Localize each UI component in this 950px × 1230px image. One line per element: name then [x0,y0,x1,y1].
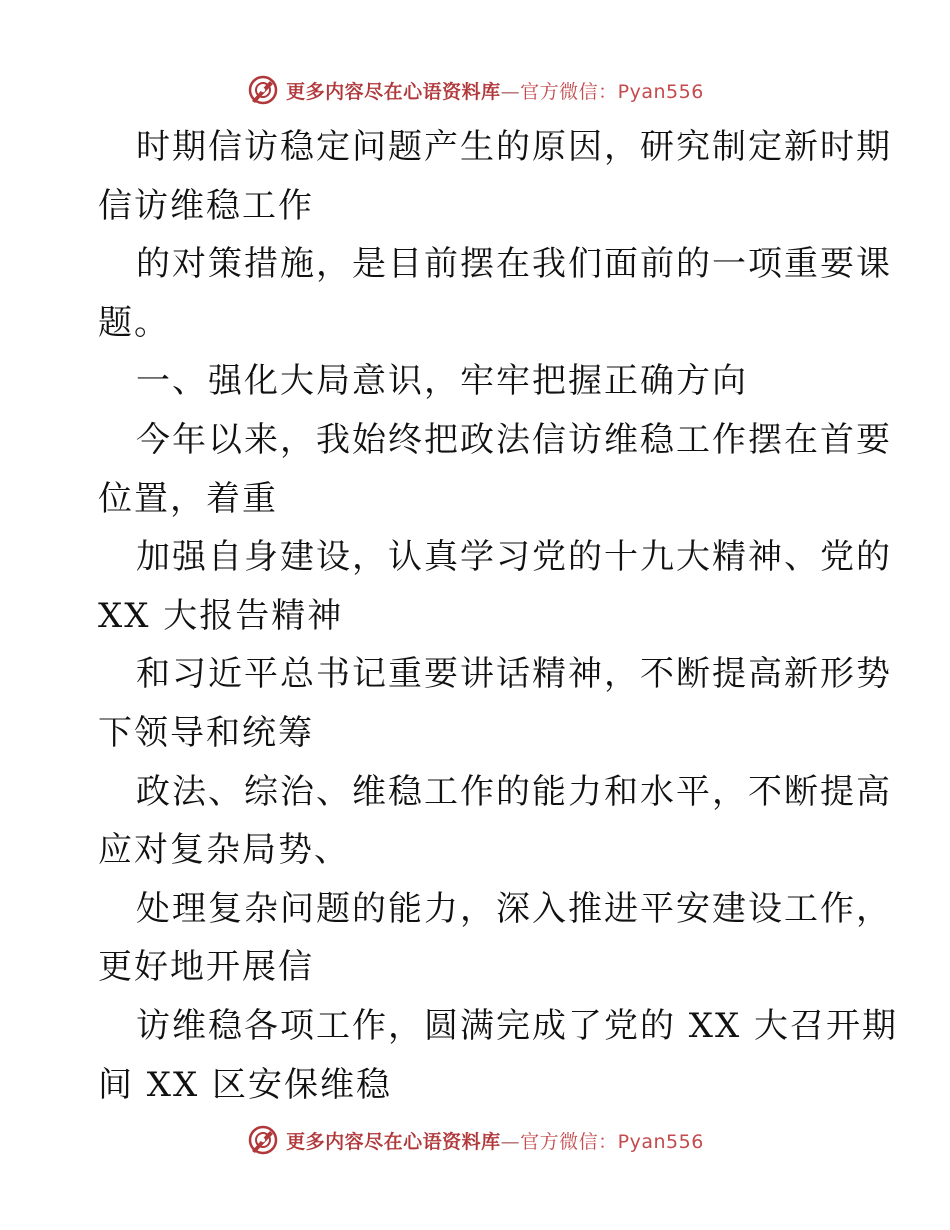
header-watermark [0,70,950,110]
paragraph-line: 的对策措施，是目前摆在我们面前的一项重要课 [136,244,892,285]
footer-separator: — [500,1130,521,1153]
document-body [98,118,899,1114]
header-brand: 更多内容尽在心语资料库 [286,80,501,103]
section-heading: 一、强化大局意识，牢牢把握正确方向 [136,361,748,402]
paragraph-line: 今年以来，我始终把政法信访维稳工作摆在首要 [136,419,892,460]
paragraph-line: 下领导和统筹 [98,712,314,753]
footer-watermark-text [286,1127,704,1154]
header-watermark-text [286,77,704,104]
paragraph-line: 信访维稳工作 [98,185,314,226]
paragraph-line: 时期信访稳定问题产生的原因，研究制定新时期 [136,127,892,167]
paragraph-line: 题。 [98,302,170,343]
pen-logo-icon [246,73,280,107]
pen-logo-icon [246,1123,280,1157]
paragraph-line: 加强自身建设，认真学习党的十九大精神、党的 [136,537,892,578]
paragraph-line: 处理复杂问题的能力，深入推进平安建设工作， [136,888,892,929]
paragraph-line: 位置，着重 [98,478,278,519]
footer-watermark [0,1120,950,1160]
header-separator: — [500,80,521,103]
header-contact: 官方微信：Pyan556 [520,80,704,103]
paragraph-line: 访维稳各项工作，圆满完成了党的 XX 大召开期 [136,1005,899,1046]
paragraph-line: 间 XX 区安保维稳 [98,1064,393,1105]
footer-brand: 更多内容尽在心语资料库 [286,1130,501,1153]
paragraph-line: 应对复杂局势、 [98,830,350,871]
footer-contact: 官方微信：Pyan556 [520,1130,704,1153]
paragraph-line: XX 大报告精神 [98,595,344,636]
paragraph-line: 政法、综治、维稳工作的能力和水平，不断提高 [136,771,892,812]
paragraph-line: 和习近平总书记重要讲话精神，不断提高新形势 [136,654,892,695]
paragraph-line: 更好地开展信 [98,947,314,988]
